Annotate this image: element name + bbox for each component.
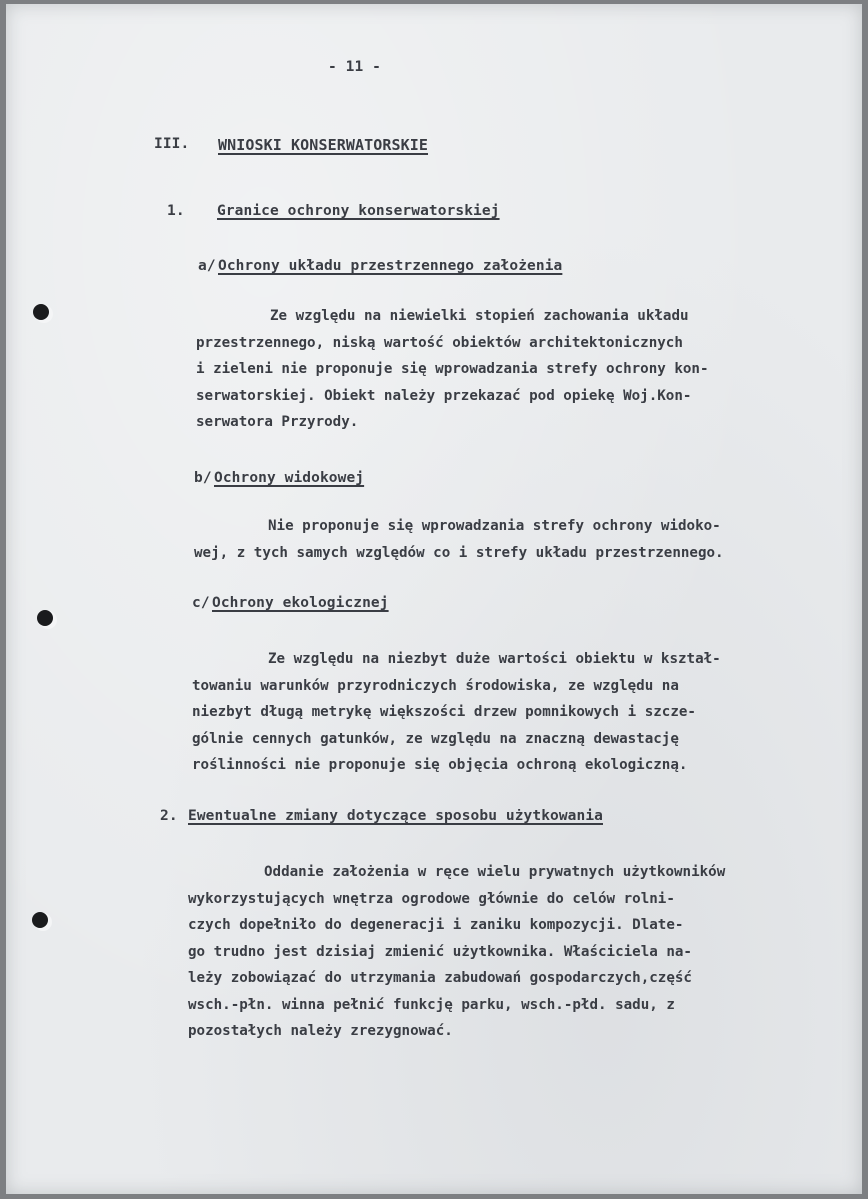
- heading-2-number: 2.: [160, 808, 178, 824]
- paragraph-line: go trudno jest dzisiaj zmienić użytkownika. Właściciela na-: [188, 943, 692, 960]
- paragraph-b: [194, 513, 724, 566]
- paragraph-line: i zieleni nie proponuje się wprowadzania strefy ochrony kon-: [196, 361, 709, 377]
- paragraph-line: Oddanie założenia w ręce wielu prywatnych użytkowników: [264, 864, 726, 880]
- paragraph-line: wykorzystujących wnętrza ogrodowe głównie do celów rolni-: [188, 890, 675, 907]
- punch-hole: [37, 610, 53, 626]
- paragraph-a: [196, 303, 709, 436]
- heading-1-title: Granice ochrony konserwatorskiej: [217, 203, 500, 219]
- paragraph-line: wej, z tych samych względów co i strefy układu przestrzennego.: [194, 544, 724, 561]
- document-page: [6, 4, 862, 1194]
- paragraph-line: roślinności nie proponuje się objęcia ochroną ekologiczną.: [192, 757, 688, 773]
- paragraph-line: serwatora Przyrody.: [196, 414, 359, 430]
- paragraph-line: serwatorskiej. Obiekt należy przekazać pod opiekę Woj.Kon-: [196, 387, 692, 404]
- paragraph-line: czych dopełniło do degeneracji i zaniku kompozycji. Dlate-: [188, 917, 684, 933]
- subheading-c-prefix: c/: [192, 595, 210, 611]
- subheading-b-prefix: b/: [194, 470, 212, 486]
- paragraph-line: pozostałych należy zrezygnować.: [188, 1023, 453, 1039]
- punch-hole: [32, 912, 48, 928]
- subheading-b-title: Ochrony widokowej: [214, 470, 365, 486]
- subheading-c-title: Ochrony ekologicznej: [212, 595, 389, 611]
- paragraph-line: Ze względu na niewielki stopień zachowania układu: [270, 308, 689, 324]
- subheading-a-prefix: a/: [198, 258, 216, 274]
- paragraph-line: towaniu warunków przyrodniczych środowiska, ze względu na: [192, 677, 679, 694]
- paragraph-2: [188, 859, 725, 1045]
- page-number: - 11 -: [328, 59, 381, 75]
- paragraph-line: Nie proponuje się wprowadzania strefy ochrony widoko-: [268, 518, 721, 534]
- heading-1-number: 1.: [167, 203, 185, 219]
- punch-hole: [33, 304, 49, 320]
- paragraph-line: Ze względu na niezbyt duże wartości obiektu w kształ-: [268, 651, 721, 667]
- paragraph-line: przestrzennego, niską wartość obiektów architektonicznych: [196, 334, 683, 351]
- heading-2-title: Ewentualne zmiany dotyczące sposobu użytkowania: [188, 808, 603, 824]
- subheading-a-title: Ochrony układu przestrzennego założenia: [218, 258, 563, 274]
- paragraph-line: gólnie cennych gatunków, ze względu na znaczną dewastację: [192, 730, 679, 747]
- paragraph-c: [192, 646, 721, 779]
- section-title: WNIOSKI KONSERWATORSKIE: [218, 136, 429, 154]
- paragraph-line: leży zobowiązać do utrzymania zabudowań gospodarczych,część: [188, 970, 692, 986]
- section-numeral: III.: [154, 136, 190, 152]
- paragraph-line: wsch.-płn. winna pełnić funkcję parku, wsch.-płd. sadu, z: [188, 996, 675, 1013]
- paragraph-line: niezbyt długą metrykę większości drzew pomnikowych i szcze-: [192, 704, 696, 720]
